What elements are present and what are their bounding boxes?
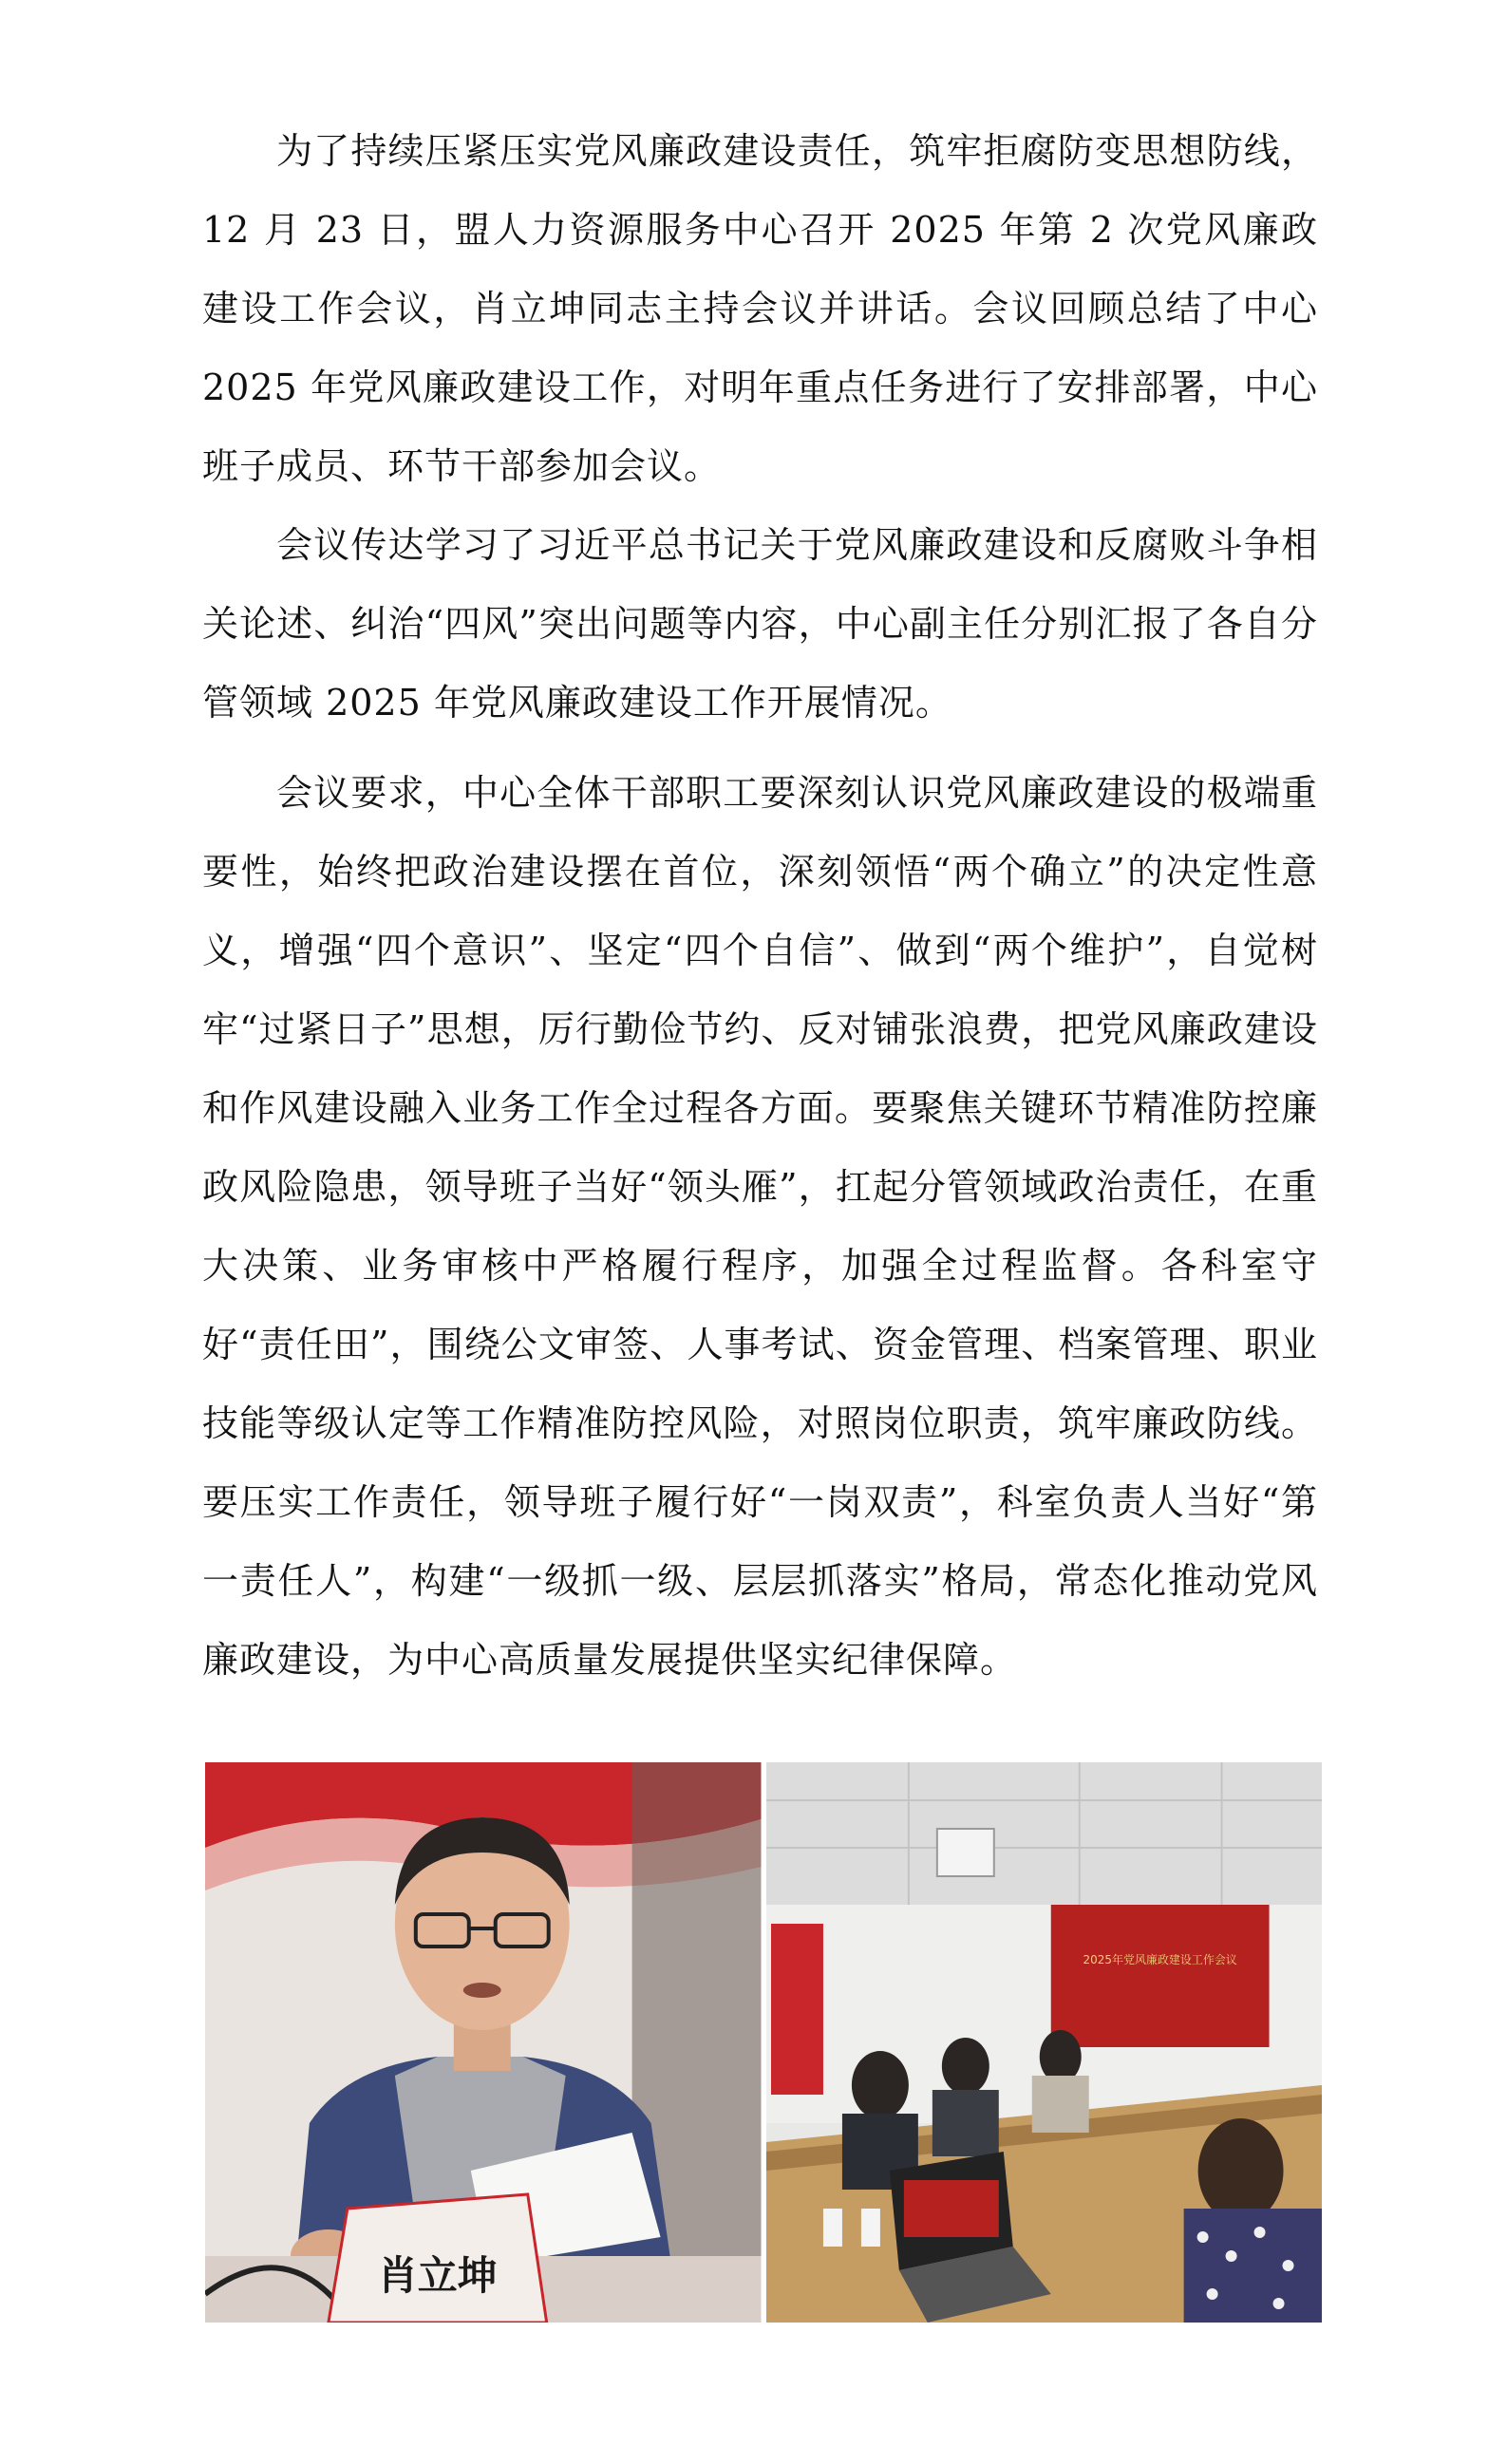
nameplate-text: 肖立坤 [377,2251,498,2300]
photo-row [205,1762,1322,2323]
article-body [202,112,1318,1700]
meeting-room-photo [766,1762,1323,2323]
paragraph-2: 会议传达学习了习近平总书记关于党风廉政建设和反腐败斗争相关论述、纠治“四风”突出问题等内容，中心副主任分别汇报了各自分管领域 2025 年党风廉政建设工作开展情况。 [202,524,1318,724]
speaker-photo-image [205,1762,762,2323]
paragraph-3: 会议要求，中心全体干部职工要深刻认识党风廉政建设的极端重要性，始终把政治建设摆在首位，深刻领悟“两个确立”的决定性意义，增强“四个意识”、坚定“四个自信”、做到“两个维护”，自觉树牢“过紧日子”思想，厉行勤俭节约、反对铺张浪费，把党风廉政建设和作风建设融入业务工作全过程各方面。要聚焦关键环节精准防控廉政风险隐患，领导班子当好“领头雁”，扛起分管领域政治责任，在重大决策、业务审核中严格履行程序，加强全过程监督。各科室守好“责任田”，围绕公文审签、人事考试、资金管理、档案管理、职业技能等级认定等工作精准防控风险，对照岗位职责，筑牢廉政防线。要压实工作责任，领导班子履行好“一岗双责”，科室负责人当好“第一责任人”，构建“一级抓一级、层层抓落实”格局，常态化推动党风廉政建设，为中心高质量发展提供坚实纪律保障。 [202,772,1318,1681]
paragraph-1: 为了持续压紧压实党风廉政建设责任，筑牢拒腐防变思想防线，12 月 23 日，盟人力资源服务中心召开 2025 年第 2 次党风廉政建设工作会议，肖立坤同志主持会议并讲话。会议回顾总结了中心 2025 年党风廉政建设工作，对明年重点任务进行了安排部署，中心班子成员、环节干部参加会议。 [202,130,1318,487]
screen-title: 2025年党风廉政建设工作会议 [1083,1952,1237,1967]
speaker-photo [205,1762,762,2323]
meeting-room-photo-image [766,1762,1323,2323]
